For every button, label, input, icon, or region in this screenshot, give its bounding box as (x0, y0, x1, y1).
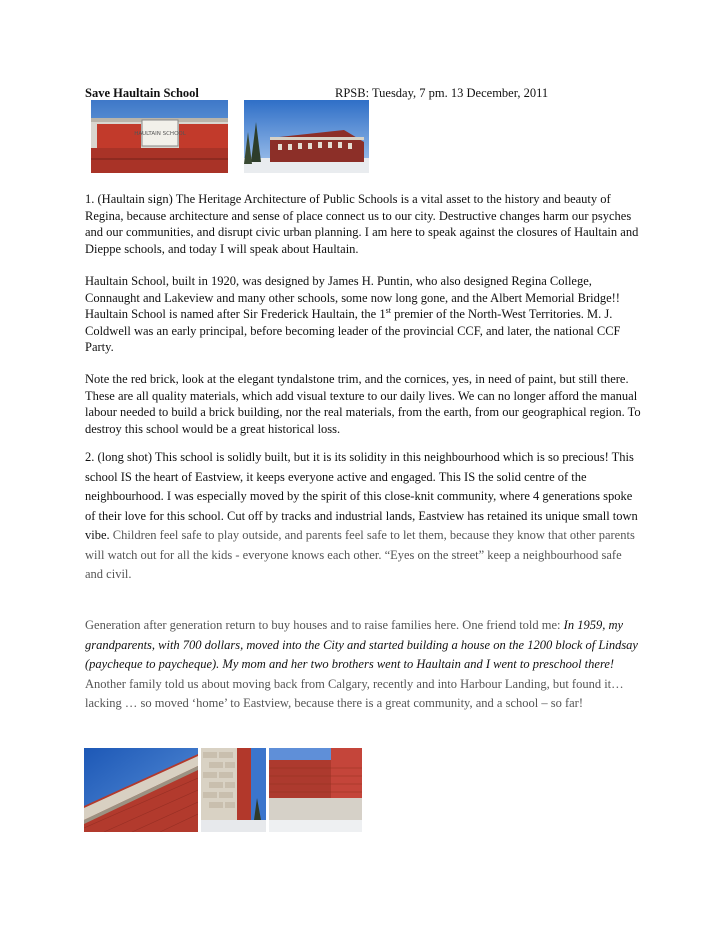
paragraph-4-text-b: Children feel safe to play outside, and parents feel safe to let them, because they know that other parents will watch out for all the kids - everyone knows each other. “Eyes on the street” keep a neighbourhood safe and civil. (85, 528, 635, 581)
paragraph-2-text-a: Haultain School, built in 1920, was designed by James H. Puntin, who also designed Regina College, Connaught and Lakeview and many other schools, some now long gone, and the Albert Memorial Bridge!! Haultain School is named after Sir Frederick Haultain, the 1 (85, 274, 620, 322)
tyndalstone-trim-photo (201, 748, 266, 832)
paragraph-2-text-b: premier of the North-West Territories. M. J. Coldwell was an early principal, before becoming leader of the provincial CCF, and later, the national CCF Party. (85, 307, 621, 355)
paragraph-4-text-a: 2. (long shot) This school is solidly built, but it is its solidity in this neighbourhood which is so precious! This school IS the heart of Eastview, it keeps everyone active and engaged. This IS the solid centre of the neighbourhood. I was especially moved by the spirit of this close-knit community, where 4 generations spoke of their love for this school. Cut off by tracks and industrial lands, Eastview has retained its unique small town vibe. (85, 450, 638, 542)
cornice-photo (84, 748, 198, 832)
paragraph-5-quote: In 1959, my grandparents, with 700 dollars, moved into the City and started building a house on the 1200 block of Lindsay (paycheque to paycheque). My mom and her two brothers went to Haultain and I went to preschool there! (85, 618, 638, 671)
paragraph-3: Note the red brick, look at the elegant tyndalstone trim, and the cornices, yes, in need of paint, but still there. These are all quality materials, which add visual texture to our daily lives. We can no longer afford the manual labour needed to build a brick building, nor the real materials, from the earth, from our geographical region. To destroy this school would be a great historical loss. (85, 372, 641, 436)
brick-corner-photo (269, 748, 362, 832)
meeting-info: RPSB: Tuesday, 7 pm. 13 December, 2011 (335, 86, 549, 100)
paragraph-5-text-a: Generation after generation return to buy houses and to raise families here. One friend told me: (85, 618, 561, 632)
paragraph-4 (85, 448, 641, 585)
school-building-photo (244, 100, 369, 173)
ordinal-suffix: st (385, 306, 391, 316)
paragraph-5 (85, 616, 641, 714)
paragraph-2 (85, 273, 641, 356)
paragraph-1: 1. (Haultain sign) The Heritage Architecture of Public Schools is a vital asset to the history and beauty of Regina, because architecture and sense of place connect us to our city. Destructive changes harm our psyches and our communities, and disrupt civic urban planning. I am here to speak against the closures of Haultain and Dieppe schools, and today I will speak about Haultain. (85, 192, 639, 256)
sign-lettering: HAULTAIN SCHOOL (134, 131, 186, 137)
document-title: Save Haultain School (85, 86, 199, 100)
haultain-sign-photo (91, 100, 228, 173)
paragraph-5-text-b: Another family told us about moving back from Calgary, recently and into Harbour Landing, but found it… lacking … so moved ‘home’ to Eastview, because there is a great community, and a school – so far! (85, 676, 624, 710)
